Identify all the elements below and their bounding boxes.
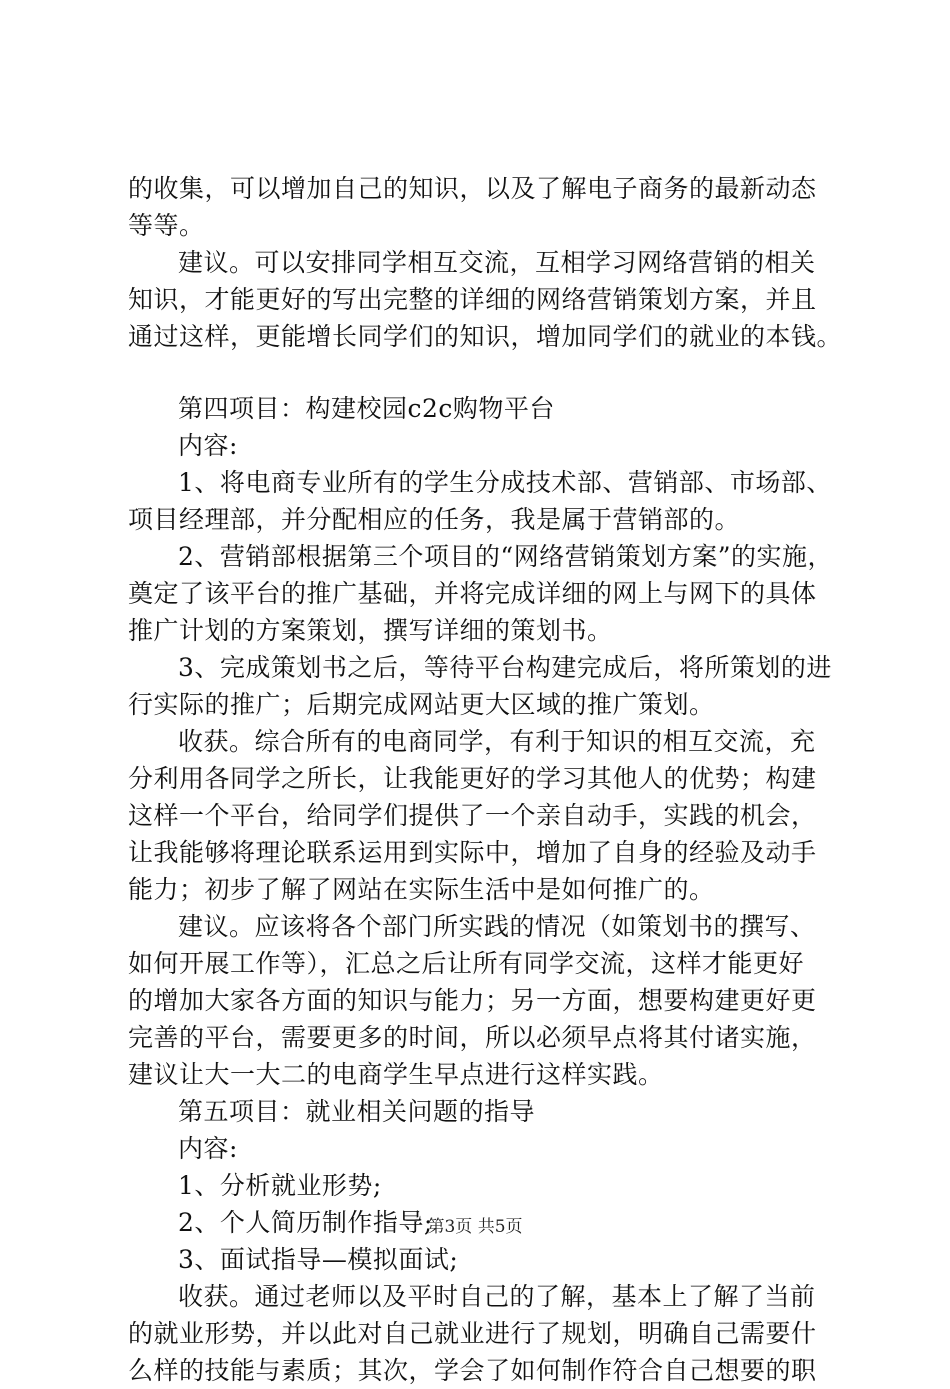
- page-footer: [0, 1212, 950, 1237]
- text-line: 2、营销部根据第三个项目的“网络营销策划方案”的实施，: [178, 542, 833, 571]
- text-line: 行实际的推广；后期完成网站更大区域的推广策划。: [128, 690, 715, 719]
- text-line: 这样一个平台，给同学们提供了一个亲自动手，实践的机会，: [128, 801, 817, 830]
- list-item: 1、分析就业形势;: [178, 1171, 382, 1200]
- section-heading: 第五项目：就业相关问题的指导: [178, 1097, 536, 1126]
- text-line: 如何开展工作等），汇总之后让所有同学交流，这样才能更好: [128, 949, 805, 978]
- text-line: 奠定了该平台的推广基础，并将完成详细的网上与网下的具体: [128, 579, 817, 608]
- text-line: 么样的技能与素质；其次，学会了如何制作符合自己想要的职: [128, 1356, 817, 1385]
- text-line: 推广计划的方案策划，撰写详细的策划书。: [128, 616, 613, 645]
- text-line: 项目经理部，并分配相应的任务，我是属于营销部的。: [128, 505, 741, 534]
- text-line: 建议。可以安排同学相互交流，互相学习网络营销的相关: [178, 248, 816, 277]
- list-item: 2、个人简历制作指导;: [178, 1208, 433, 1237]
- document-body: [128, 170, 843, 1389]
- text-line: 的增加大家各方面的知识与能力；另一方面，想要构建更好更: [128, 986, 817, 1015]
- section-heading: 第四项目：构建校园c2c购物平台: [178, 394, 555, 423]
- text-line: 知识，才能更好的写出完整的详细的网络营销策划方案，并且: [128, 285, 817, 314]
- text-line: 收获。综合所有的电商同学，有利于知识的相互交流，充: [178, 727, 816, 756]
- text-line: 1、将电商专业所有的学生分成技术部、营销部、市场部、: [178, 468, 832, 497]
- page-number: 第3页 共5页: [427, 1217, 523, 1237]
- text-line: 建议。应该将各个部门所实践的情况（如策划书的撰写、: [178, 912, 816, 941]
- text-line: 3、完成策划书之后，等待平台构建完成后，将所策划的进: [178, 653, 832, 682]
- text-line: 让我能够将理论联系运用到实际中，增加了自身的经验及动手: [128, 838, 817, 867]
- content-label: 内容:: [178, 1134, 238, 1163]
- text-line: 建议让大一大二的电商学生早点进行这样实践。: [128, 1060, 664, 1089]
- text-line: 完善的平台，需要更多的时间，所以必须早点将其付诸实施，: [128, 1023, 817, 1052]
- text-line: 的收集，可以增加自己的知识，以及了解电子商务的最新动态: [128, 174, 817, 203]
- text-line: 分利用各同学之所长，让我能更好的学习其他人的优势；构建: [128, 764, 817, 793]
- paragraph-spacer: [128, 355, 828, 390]
- text-line: 的就业形势，并以此对自己就业进行了规划，明确自己需要什: [128, 1319, 817, 1348]
- text-line: 等等。: [128, 211, 205, 240]
- text-line: 通过这样，更能增长同学们的知识，增加同学们的就业的本钱。: [128, 322, 843, 351]
- text-line: 收获。通过老师以及平时自己的了解，基本上了解了当前: [178, 1282, 816, 1311]
- content-label: 内容:: [178, 431, 238, 460]
- list-item: 3、面试指导—模拟面试;: [178, 1245, 459, 1274]
- text-line: 能力；初步了解了网站在实际生活中是如何推广的。: [128, 875, 715, 904]
